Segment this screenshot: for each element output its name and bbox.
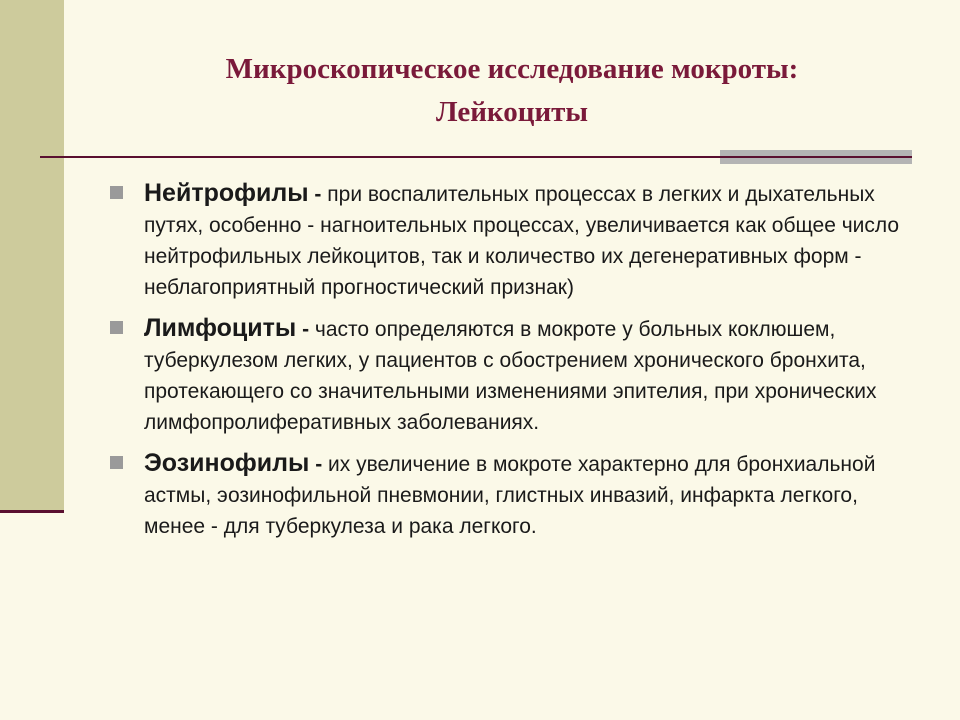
bullet-text: при воспалительных процессах в легких и дыхательных путях, особенно - нагноительных процессах, увеличивается как общее число нейтрофильных лейкоцитов, так и количество их дегенеративных форм - неблагоприятный прогностический признак) <box>144 183 900 299</box>
bullet-item-neutrophils <box>108 178 908 303</box>
slide-title-line-2: Лейкоциты <box>435 96 589 128</box>
bullet-dash: - <box>309 453 329 476</box>
bullet-term: Эозинофилы <box>144 449 310 477</box>
bullet-term: Нейтрофилы <box>144 179 309 207</box>
slide-title <box>64 48 960 134</box>
bullet-item-lymphocytes <box>108 313 908 438</box>
slide-title-line-1: Микроскопическое исследование мокроты: <box>225 53 799 85</box>
bullet-list <box>108 178 908 552</box>
decorative-left-bar <box>0 0 64 512</box>
bullet-term: Лимфоциты <box>144 314 297 342</box>
square-bullet-icon <box>110 321 123 334</box>
square-bullet-icon <box>110 186 123 199</box>
bullet-item-eosinophils <box>108 448 908 542</box>
bullet-text: часто определяются в мокроте у больных коклюшем, туберкулезом легких, у пациентов с обострением хронического бронхита, протекающего со значительными изменениями эпителия, при хронических лимфопролиферативных заболеваниях. <box>144 318 877 434</box>
bullet-text: их увеличение в мокроте характерно для бронхиальной астмы, эозинофильной пневмонии, глистных инвазий, инфаркта легкого, менее - для туберкулеза и рака легкого. <box>144 453 876 538</box>
decorative-left-bar-line <box>0 510 64 513</box>
square-bullet-icon <box>110 456 123 469</box>
bullet-dash: - <box>308 183 328 206</box>
bullet-dash: - <box>296 318 315 341</box>
decorative-gray-bar <box>720 150 912 164</box>
